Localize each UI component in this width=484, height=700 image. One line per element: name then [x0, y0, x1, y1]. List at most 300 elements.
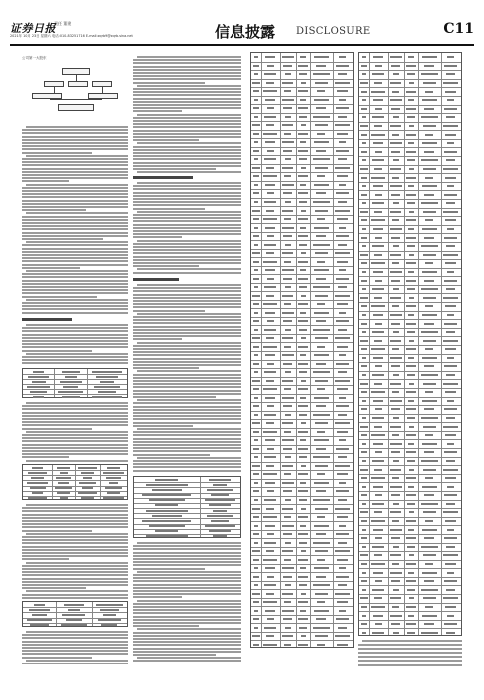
table-row-divider: [359, 225, 461, 226]
table-cell-text: [391, 537, 400, 539]
table-cell-text: [407, 116, 415, 118]
text-line: [137, 114, 241, 116]
text-line: [137, 542, 241, 544]
table-cell-text: [283, 150, 292, 152]
table-cell-text: [406, 237, 417, 239]
table-cell-text: [408, 615, 414, 617]
text-line: [22, 148, 128, 150]
table-cell-text: [444, 365, 457, 367]
table-row-divider: [251, 564, 353, 565]
table-cell-text: [393, 460, 399, 462]
table-cell-text: [315, 550, 327, 552]
table-cell-text: [264, 201, 276, 203]
table-cell-text: [375, 408, 381, 410]
table-cell-text: [285, 414, 291, 416]
table-cell-text: [317, 388, 325, 390]
table-cell-text: [444, 623, 457, 625]
text-line: [133, 638, 241, 640]
table-row-divider: [251, 223, 353, 224]
text-line: [22, 526, 128, 528]
table-cell-text: [362, 443, 366, 445]
text-line: [137, 399, 241, 401]
text-line: [26, 431, 128, 433]
table-cell-text: [421, 546, 438, 548]
text-line: [133, 69, 241, 71]
table-cell-text: [424, 194, 434, 196]
text-line: [26, 533, 128, 535]
table-cell-text: [100, 381, 114, 383]
table-cell-text: [375, 623, 381, 625]
table-cell-text: [371, 606, 385, 608]
table-cell-text: [408, 572, 414, 574]
table-cell-text: [336, 405, 349, 407]
section-title: 信息披露: [215, 23, 276, 41]
table-cell-text: [254, 244, 259, 246]
table-cell-text: [335, 337, 350, 339]
table-cell-text: [316, 533, 326, 535]
table-cell-text: [313, 201, 330, 203]
table-cell-text: [361, 623, 368, 625]
table-cell-text: [337, 644, 348, 646]
table-cell-text: [407, 288, 415, 290]
table-cell-text: [298, 133, 307, 135]
table-row-divider: [251, 325, 353, 326]
text-line: [137, 571, 241, 573]
table-cell-text: [285, 116, 291, 118]
table-row-divider: [251, 598, 353, 599]
text-line: [22, 152, 92, 154]
table-row-divider: [359, 139, 461, 140]
table-row-divider: [251, 232, 353, 233]
table-cell-text: [425, 520, 433, 522]
table-cell-text: [408, 228, 414, 230]
table-cell-text: [361, 451, 368, 453]
table-cell-text: [298, 473, 307, 475]
table-cell-text: [284, 90, 291, 92]
table-cell-text: [374, 211, 382, 213]
table-cell-text: [211, 520, 229, 522]
table-cell-text: [315, 422, 327, 424]
table-cell-text: [372, 546, 384, 548]
table-cell-text: [284, 431, 291, 433]
text-line: [133, 332, 241, 334]
table-row-divider: [359, 259, 461, 260]
table-cell-text: [299, 456, 307, 458]
text-line: [22, 663, 128, 664]
table-cell-text: [446, 417, 455, 419]
text-line: [133, 558, 241, 560]
table-cell-text: [374, 297, 382, 299]
table-cell-text: [298, 346, 307, 348]
table-cell-text: [371, 477, 385, 479]
table-cell-text: [282, 380, 293, 382]
table-cell-text: [263, 218, 277, 220]
text-line: [22, 641, 128, 643]
table-cell-text: [406, 219, 415, 221]
table-cell-text: [445, 91, 456, 93]
text-line: [22, 587, 86, 589]
table-cell-text: [423, 383, 435, 385]
table-cell-text: [254, 99, 258, 101]
table-cell-text: [301, 252, 306, 254]
table-cell-text: [285, 371, 291, 373]
text-line: [22, 308, 128, 310]
table-cell-text: [317, 473, 325, 475]
table-row-divider: [359, 354, 461, 355]
table-cell-text: [406, 91, 415, 93]
table-cell-text: [313, 499, 330, 501]
table-row-divider: [251, 274, 353, 275]
table-cell-text: [375, 280, 381, 282]
text-line: [22, 209, 86, 211]
text-line: [133, 230, 241, 232]
table-cell-text: [409, 383, 414, 385]
text-line: [133, 377, 241, 379]
table-cell-text: [253, 133, 259, 135]
table-cell-text: [213, 510, 227, 512]
table-cell-text: [362, 271, 366, 273]
text-line: [133, 59, 241, 61]
text-line: [137, 313, 241, 315]
table-cell-text: [335, 508, 350, 510]
table-cell-text: [339, 567, 346, 569]
table-cell-text: [336, 278, 349, 280]
table-cell-text: [68, 609, 80, 611]
table-cell-text: [253, 490, 260, 492]
table-cell-text: [27, 619, 52, 621]
text-line: [22, 206, 128, 208]
table-cell-text: [421, 159, 438, 161]
table-cell-text: [283, 192, 292, 194]
table-cell-text: [301, 124, 306, 126]
table-cell-text: [335, 295, 350, 297]
table-cell-text: [317, 346, 325, 348]
table-cell-text: [265, 610, 275, 612]
table-cell-text: [424, 494, 434, 496]
table-row-divider: [251, 240, 353, 241]
text-line: [133, 412, 241, 414]
table-cell-text: [263, 303, 277, 305]
table-cell-text: [299, 371, 307, 373]
table-cell-text: [265, 354, 275, 356]
table-cell-text: [253, 388, 259, 390]
table-cell-text: [96, 604, 123, 606]
table-cell-text: [64, 604, 83, 606]
disclosure-table-left: [250, 52, 354, 648]
table-cell-text: [253, 601, 259, 603]
table-cell-text: [285, 456, 291, 458]
text-line: [133, 409, 241, 411]
table-column-divider: [418, 53, 419, 635]
table-cell-text: [373, 400, 383, 402]
table-row-divider: [359, 551, 461, 552]
table-cell-text: [314, 354, 329, 356]
table-cell-text: [390, 340, 401, 342]
table-column-divider: [441, 53, 442, 635]
table-cell-text: [252, 82, 260, 84]
text-line: [133, 393, 241, 395]
text-line: [22, 171, 128, 173]
table-row-divider: [251, 342, 353, 343]
table-cell-text: [421, 73, 438, 75]
text-line: [133, 204, 241, 206]
table-cell-text: [335, 550, 350, 552]
table-cell-text: [423, 511, 435, 513]
table-cell-text: [299, 627, 307, 629]
table-cell-text: [213, 484, 227, 486]
table-cell-text: [445, 606, 456, 608]
table-cell-text: [253, 150, 260, 152]
table-row-divider: [359, 379, 461, 380]
table-cell-text: [338, 158, 347, 160]
table-cell-text: [298, 533, 309, 535]
text-line: [133, 243, 241, 245]
table-cell-text: [422, 228, 437, 230]
table-cell-text: [372, 374, 384, 376]
table-cell-text: [362, 589, 367, 591]
table-row-divider: [251, 147, 353, 148]
table-cell-text: [371, 91, 385, 93]
text-line: [137, 56, 241, 58]
text-line: [358, 648, 462, 650]
text-line: [133, 297, 241, 299]
table-cell-text: [421, 374, 438, 376]
table-cell-text: [446, 288, 455, 290]
table-cell-text: [409, 511, 414, 513]
table-cell-text: [362, 632, 367, 634]
table-cell-text: [337, 133, 348, 135]
table-cell-text: [254, 584, 259, 586]
text-line: [22, 424, 128, 426]
text-line: [133, 78, 241, 80]
table-cell-text: [283, 320, 292, 322]
table-cell-text: [360, 340, 368, 342]
table-cell-text: [361, 305, 367, 307]
table-cell-text: [254, 158, 259, 160]
table-cell-text: [446, 503, 455, 505]
table-cell-text: [254, 567, 258, 569]
table-cell-text: [284, 644, 291, 646]
table-cell-text: [361, 434, 367, 436]
table-cell-text: [315, 167, 327, 169]
text-line: [22, 254, 128, 256]
text-line: [133, 460, 241, 462]
table-row-divider: [251, 257, 353, 258]
table-cell-text: [443, 168, 458, 170]
table-cell-text: [263, 388, 277, 390]
text-line: [133, 612, 241, 614]
text-line: [133, 287, 241, 289]
table-row-divider: [359, 293, 461, 294]
table-cell-text: [263, 133, 277, 135]
text-line: [133, 303, 241, 305]
text-line: [133, 188, 241, 190]
table-cell-text: [66, 619, 82, 621]
table-cell-text: [337, 175, 348, 177]
text-line: [133, 383, 241, 385]
table-cell-text: [298, 516, 307, 518]
table-row-divider: [359, 208, 461, 209]
table-row-divider: [359, 251, 461, 252]
table-cell-text: [30, 487, 46, 489]
table-cell-text: [392, 391, 399, 393]
table-cell-text: [408, 486, 414, 488]
text-line: [133, 345, 241, 347]
table-cell-text: [298, 601, 307, 603]
text-line: [133, 91, 241, 93]
table-row-divider: [251, 572, 353, 573]
table-row-divider: [251, 513, 353, 514]
text-line: [133, 367, 199, 369]
table-row-divider: [251, 615, 353, 616]
text-line: [22, 244, 128, 246]
table-cell-text: [252, 167, 260, 169]
table-cell-text: [445, 305, 456, 307]
table-cell-text: [392, 520, 399, 522]
table-cell-text: [254, 354, 258, 356]
text-line: [22, 405, 128, 407]
table-cell-text: [443, 469, 458, 471]
table-cell-text: [254, 312, 258, 314]
table-cell-text: [335, 124, 350, 126]
table-cell-text: [282, 354, 294, 356]
table-cell-text: [284, 218, 291, 220]
table-cell-text: [425, 177, 433, 179]
table-cell-text: [406, 280, 417, 282]
table-cell-text: [299, 542, 307, 544]
text-line: [137, 370, 241, 372]
text-line: [133, 66, 241, 68]
table-cell-text: [362, 245, 367, 247]
masthead-rule: [10, 44, 474, 46]
table-cell-text: [408, 443, 414, 445]
table-cell-text: [254, 397, 258, 399]
table-row-divider: [251, 351, 353, 352]
table-cell-text: [407, 374, 415, 376]
table-cell-text: [406, 477, 415, 479]
table-row-divider: [251, 198, 353, 199]
table-cell-text: [98, 391, 116, 393]
text-line: [133, 335, 241, 337]
table-cell-text: [265, 227, 275, 229]
table-cell-text: [361, 134, 367, 136]
table-cell-text: [252, 635, 260, 637]
table-row-divider: [359, 147, 461, 148]
table-cell-text: [253, 278, 260, 280]
table-cell-text: [406, 323, 417, 325]
table-cell-text: [254, 141, 258, 143]
table-cell-text: [313, 584, 330, 586]
table-cell-text: [421, 632, 438, 634]
table-cell-text: [392, 134, 399, 136]
table-row-divider: [251, 419, 353, 420]
table-cell-text: [447, 486, 454, 488]
table-cell-text: [81, 497, 95, 499]
table-cell-text: [28, 472, 47, 474]
text-line: [133, 246, 241, 248]
table-cell-text: [407, 460, 415, 462]
table-cell-text: [105, 487, 123, 489]
table-cell-text: [298, 218, 307, 220]
table-row-divider: [359, 362, 461, 363]
table-cell-text: [209, 530, 231, 532]
table-cell-text: [285, 542, 291, 544]
table-row-divider: [251, 479, 353, 480]
table-cell-text: [299, 158, 307, 160]
table-cell-text: [252, 295, 260, 297]
table-cell-text: [422, 357, 437, 359]
table-cell-text: [253, 107, 260, 109]
table-row-divider: [359, 319, 461, 320]
table-cell-text: [301, 82, 306, 84]
table-cell-text: [406, 348, 415, 350]
table-row-divider: [251, 555, 353, 556]
table-row-divider: [359, 439, 461, 440]
table-row-divider: [251, 385, 353, 386]
text-line: [133, 580, 241, 582]
table-cell-text: [61, 624, 88, 626]
table-cell-text: [298, 405, 309, 407]
table-cell-text: [299, 201, 307, 203]
table-cell-text: [336, 65, 349, 67]
text-line: [133, 319, 241, 321]
text-line: [133, 252, 241, 254]
table-cell-text: [282, 227, 294, 229]
table-cell-text: [317, 218, 325, 220]
text-line: [22, 456, 69, 458]
table-row-divider: [251, 436, 353, 437]
table-row-divider: [359, 620, 461, 621]
text-line: [133, 438, 241, 440]
table-cell-text: [266, 593, 274, 595]
table-cell-text: [408, 142, 414, 144]
text-line: [133, 98, 241, 100]
table-cell-text: [424, 323, 434, 325]
table-cell-text: [338, 627, 347, 629]
table-cell-text: [264, 584, 276, 586]
table-cell-text: [149, 499, 185, 501]
table-cell-text: [361, 280, 368, 282]
text-line: [133, 555, 241, 557]
table-cell-text: [447, 56, 454, 58]
text-line: [22, 421, 128, 423]
table-cell-text: [207, 515, 233, 517]
text-line: [22, 578, 128, 580]
table-cell-text: [375, 323, 381, 325]
table-cell-text: [264, 627, 276, 629]
table-cell-text: [375, 237, 381, 239]
table-cell-text: [282, 422, 293, 424]
table-cell-text: [267, 533, 273, 535]
table-cell-text: [285, 201, 291, 203]
table-row-divider: [359, 173, 461, 174]
table-cell-text: [263, 473, 277, 475]
table-cell-text: [424, 151, 434, 153]
text-line: [133, 126, 241, 128]
diagram-connector: [50, 99, 102, 100]
text-line: [133, 236, 182, 238]
table-cell-text: [98, 619, 121, 621]
table-cell-text: [335, 167, 350, 169]
table-cell-text: [337, 559, 348, 561]
table-row-divider: [251, 155, 353, 156]
text-line: [133, 584, 241, 586]
table-cell-text: [28, 497, 47, 499]
table-cell-text: [284, 473, 291, 475]
table-cell-text: [409, 554, 414, 556]
table-cell-text: [446, 245, 455, 247]
text-line: [133, 88, 241, 90]
